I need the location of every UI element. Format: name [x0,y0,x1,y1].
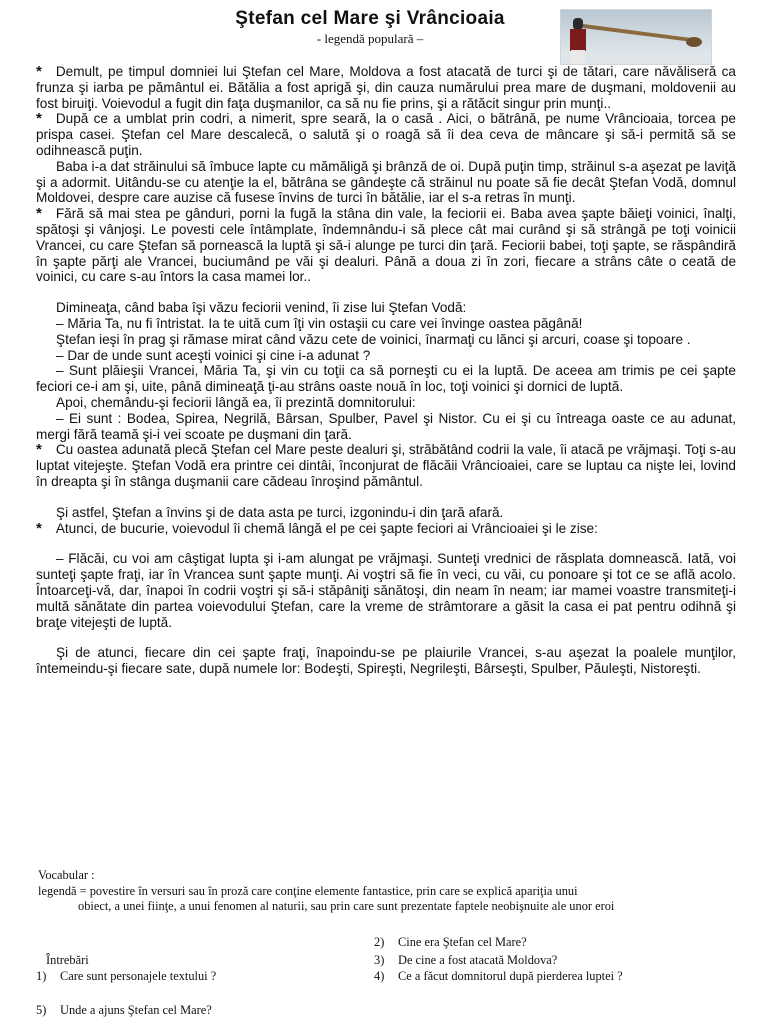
dialogue-line: – Dar de unde sunt aceşti voinici şi cine i-a adunat ? [56,347,371,363]
bullet-star-icon: * [36,110,42,128]
vocabulary-definition-line: obiect, a unei fiinţe, a unui fenomen al naturii, sau prin care sunt prezentate faptele neobişnuite ale unor eroi [78,899,615,913]
vocabulary-definition-line: legendă = povestire în versuri sau în proză care conţine elemente fantastice, prin care se explică apariţia unui [38,883,578,898]
story-text [36,64,736,677]
bullet-star-icon: * [36,441,42,459]
paragraph-14: * Atunci, de bucurie, voievodul îi chemă lângă el pe cei şapte feciori ai Vrâncioaiei şi le zise: [36,519,598,537]
page-subtitle: - legendă populară – [316,31,424,46]
question-item: 1) Care sunt personajele textului ? [36,969,217,983]
paragraph-12: * Cu oastea adunată plecă Ştefan cel Mare peste dealuri şi, străbătând codrii la vale, îi atacă pe vrăjmaşi. Toţi s-au luptat vitejeşte. Ştefan Vodă era printre cei dintâi, înconjurat de flăcăii Vrâncioaiei, care se luptau ca nişte lei, lovind în dreapta şi în stânga duşmanii care cădeau înroşind pământul. [36,441,736,489]
bullet-star-icon: * [36,519,42,537]
paragraph-4: * Fără să mai stea pe gânduri, porni la fugă la stâna din vale, la feciorii ei. Baba avea şapte băieţi voinici, înalţi, spătoşi şi vânjoşi. Le povesti cele întâmplate, îndemnându-i să plece cât mai curând şi să strângă pe toţi voinicii Vrancei, cu care Ştefan să pornească la luptă şi să-i alunge pe turci din ţară. Feciorii babei, toţi şapte, se răspândiră în şapte părţi ale Vrancei, buciumând pe văi şi dealuri. Până a doua zi în zori, fiecare a strâns câte o ceată de voinici, cu care s-au întors la casa mamei lor.. [36,205,736,285]
paragraph-1: * Demult, pe timpul domniei lui Ştefan cel Mare, Moldova a fost atacată de turci şi de tătari, care năvăliseră ca frunza şi iarba pe pământul ei. Bătălia a fost aprigă şi, din cauza numărului prea mare de duşmani, moldovenii au fost biruiţi. Voievodul a fugit din faţa duşmanilor, ca să nu fie prins, şi a rătăcit singur prin munţi.. [36,63,736,111]
vocabulary-heading: Vocabular : [38,868,95,882]
question-item: 3) De cine a fost atacată Moldova? [374,953,558,967]
dialogue-line: – Măria Ta, nu fi întristat. Ia te uită cum îţi vin ostaşii cu care vei învinge oastea păgână! [56,315,583,331]
title-block [200,8,540,47]
bullet-star-icon: * [36,205,42,223]
paragraph-13: Şi astfel, Ştefan a învins şi de data asta pe turci, izgonindu-i din ţară afară. [56,504,504,520]
vocabulary-section [38,868,738,915]
dialogue-line: – Ei sunt : Bodea, Spirea, Negrilă, Bârsan, Spulber, Pavel şi Nistor. Cu ei şi cu întreaga oaste ce au adunat, mergi fără teamă şi-i vei scoate pe duşmani din ţară. [36,410,736,442]
alphorn-player-photo-icon [560,9,712,65]
paragraph-10: Apoi, chemându-şi feciorii lângă ea, îi prezintă domnitorului: [56,394,416,410]
bullet-star-icon: * [36,63,42,80]
question-item: 5) Unde a ajuns Ştefan cel Mare? [36,1003,212,1017]
paragraph-2: * După ce a umblat prin codri, a nimerit, spre seară, la o casă . Aici, o bătrână, pe nume Vrâncioaia, torcea pe prispa casei. Ştefan cel Mare descalecă, o salută şi o roagă să îi dea ceva de mâncare şi să-i permită să se odihnească puţin. [36,110,736,158]
question-item: 4) Ce a făcut domnitorul după pierderea luptei ? [374,969,623,983]
paragraph-7: Ştefan ieşi în prag şi rămase mirat când văzu cete de voinici, înarmaţi cu lănci şi arcuri, coase şi topoare . [56,331,691,347]
questions-heading: Întrebări [46,953,89,967]
page-title: Ştefan cel Mare şi Vrâncioaia [235,8,505,29]
dialogue-line: – Flăcăi, cu voi am câştigat lupta şi i-am alungat pe vrăjmaşi. Sunteţi vrednici de răsplata domnească. Iată, voi sunteţi şapte fraţi, iar în Vrancea sunt şapte munţi. Ai voştri să fie în veci, cu văi, cu ponoare şi tot ce se află acolo. Întoarceţi-vă, dar, înapoi în codrii voştri şi să-i stăpâniţi sănătoşi, din neam în neam; iar mamei voastre transmiteţi-i multă sănătate din partea voievodului Ştefan, care la vreme de strâmtorare a găsit la casa ei pat pentru odihnă şi braţe vitejeşti de luptă. [36,551,736,630]
dialogue-line: – Sunt plăieşii Vrancei, Măria Ta, şi vin cu toţii ca să porneşti cu ei la luptă. De aceea am trimis pe cei şapte feciori ce-i am şi, uite, până dimineaţă ţi-au strâns oaste nouă în loc, toţi voinici şi dornici de luptă. [36,363,736,395]
paragraph-16: Şi de atunci, fiecare din cei şapte fraţi, înapoindu-se pe plaiurile Vrancei, s-au aşezat la poalele munţilor, întemeindu-şi fiecare sate, după numele lor: Bodeşti, Spireşti, Negrileşti, Bârseşti, Spulber, Păuleşti, Nistoreşti. [36,645,736,677]
question-item: 2) Cine era Ştefan cel Mare? [374,935,527,949]
paragraph-3: Baba i-a dat străinului să îmbuce lapte cu mămăligă şi brânză de oi. După puţin timp, străinul s-a aşezat pe laviţă şi a adormit. Uitându-se cu atenţie la el, bătrâna se gândeşte că străinul nu poate să fie decât Ştefan Vodă, domnul Moldovei, despre care auzise că fusese învins de turci în bătălie, iar el s-a retras în munţi. [36,158,736,206]
paragraph-5: Dimineaţa, când baba îşi văzu feciorii venind, îi zise lui Ştefan Vodă: [56,300,467,316]
